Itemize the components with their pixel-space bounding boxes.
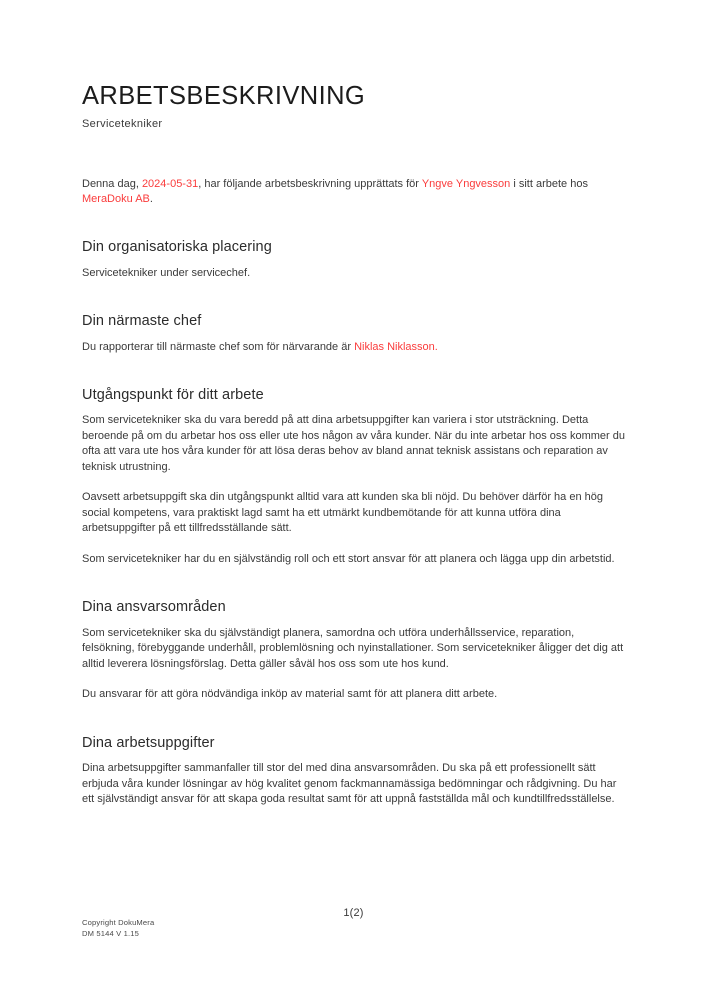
intro-date: 2024-05-31 — [141, 177, 199, 190]
page-number: 1(2) — [343, 907, 364, 919]
section-heading: Din organisatoriska placering — [82, 239, 272, 256]
intro-text-part-2: , har följande arbetsbeskrivning upprättats för — [198, 177, 422, 190]
intro-paragraph — [82, 177, 627, 208]
section-paragraph — [82, 340, 627, 355]
section-organisatorisk-placering — [82, 239, 627, 281]
manager-lead-text: Du rapporterar till närmaste chef som för närvarande är — [82, 340, 355, 353]
section-paragraph: Som servicetekniker ska du vara beredd på att dina arbetsuppgifter kan variera i stor utsträckning. Detta beroende på om du arbetar hos oss eller ute hos någon av våra kunder. När du inte arbetar hos oss kommer du ofta att vara ute hos våra kunder för att lösa deras behov av bland annat teknisk assistans och reparation av teknisk utrustning. — [82, 414, 625, 473]
section-paragraph: Oavsett arbetsuppgift ska din utgångspunkt alltid vara att kunden ska bli nöjd. Du behöver därför ha en hög social kompetens, vara praktiskt lagd samt ha ett utmärkt kundbemötande för att kunna utföra dina arbetsuppgifter på ett tillfredsställande sätt. — [82, 491, 603, 535]
document-content — [82, 0, 627, 807]
section-paragraph: Som servicetekniker har du en självständig roll och ett stort ansvar för att planera och lägga upp din arbetstid. — [82, 552, 615, 565]
section-utgangspunkt — [82, 387, 627, 567]
section-paragraph: Du ansvarar för att göra nödvändiga inköp av material samt för att planera ditt arbete. — [82, 688, 498, 701]
manager-name: Niklas Niklasson. — [354, 340, 438, 353]
section-heading: Din närmaste chef — [82, 313, 202, 330]
intro-company-name: MeraDoku AB — [82, 192, 150, 205]
intro-block — [82, 177, 627, 208]
section-heading: Dina ansvarsområden — [82, 599, 226, 616]
page-subtitle: Servicetekniker — [82, 117, 163, 130]
page-title: ARBETSBESKRIVNING — [82, 82, 366, 110]
section-heading: Utgångspunkt för ditt arbete — [82, 386, 264, 403]
section-narmaste-chef — [82, 313, 627, 355]
page-footer — [0, 890, 707, 1000]
intro-text-part-1: Denna dag, — [82, 177, 142, 190]
section-paragraph: Som servicetekniker ska du självständigt planera, samordna och utföra underhållsservice, reparation, felsökning, förebyggande underhåll, problemlösning och nyinstallationer. Som servicetekniker åligger det dig att alltid leverera lösningsförslag. Detta gäller såväl hos oss som ute hos kund. — [82, 626, 624, 670]
footer-metadata — [82, 918, 154, 939]
footer-document-code: DM 5144 V 1.15 — [82, 928, 139, 938]
intro-text-part-3: i sitt arbete hos — [510, 177, 588, 190]
section-red-line: Servicetekniker under servicechef. — [82, 266, 251, 279]
section-ansvarsomraden — [82, 599, 627, 702]
section-heading: Dina arbetsuppgifter — [82, 734, 215, 751]
section-arbetsuppgifter — [82, 735, 627, 808]
footer-copyright: Copyright DokuMera — [82, 918, 155, 927]
intro-text-part-4: . — [149, 192, 153, 205]
section-paragraph: Dina arbetsuppgifter sammanfaller till stor del med dina ansvarsområden. Du ska på ett professionellt sätt erbjuda våra kunder lösningar av hög kvalitet genom fackmannamässiga bedömningar och rådgivning. Du har ett självständigt ansvar för att skapa goda resultat samt för att uppnå fastställda mål och kundtillfredsställelse. — [82, 762, 617, 805]
intro-employee-name: Yngve Yngvesson — [421, 177, 511, 190]
